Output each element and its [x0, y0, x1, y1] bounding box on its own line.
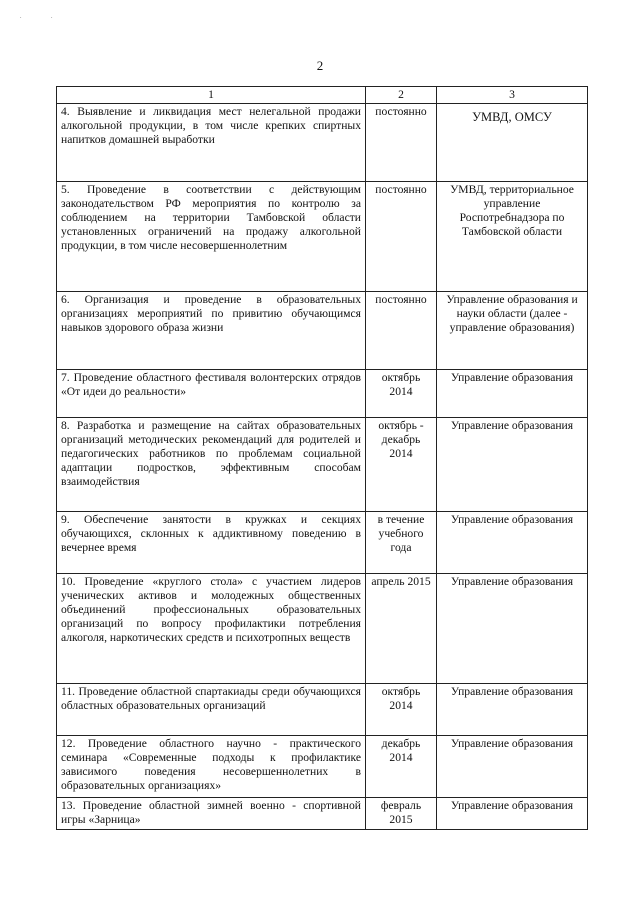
- responsible-cell: УМВД, ОМСУ: [437, 104, 588, 182]
- scan-specks: . .: [20, 14, 67, 20]
- task-cell: 4. Выявление и ликвидация мест нелегальной продажи алкогольной продукции, в том числе крепких спиртных напитков домашней выработки: [57, 104, 366, 182]
- page-number: 2: [316, 58, 324, 73]
- table-row: [57, 418, 588, 512]
- task-cell: 9. Обеспечение занятости в кружках и секциях обучающихся, склонных к аддиктивному поведению в вечернее время: [57, 512, 366, 574]
- column-header-3: 3: [437, 87, 588, 104]
- table-row: [57, 574, 588, 684]
- table-row: [57, 512, 588, 574]
- task-cell: 5. Проведение в соответствии с действующим законодательством РФ мероприятия по контролю за соблюдением на территории Тамбовской области установленных ограничений на продажу алкогольной продукции, в том числе несовершеннолетним: [57, 182, 366, 292]
- table-row: [57, 292, 588, 370]
- table-row: [57, 104, 588, 182]
- responsible-cell: Управление образования: [437, 512, 588, 574]
- table-row: [57, 798, 588, 830]
- deadline-cell: октябрь 2014: [366, 684, 437, 736]
- deadline-cell: апрель 2015: [366, 574, 437, 684]
- deadline-cell: постоянно: [366, 104, 437, 182]
- deadline-cell: декабрь 2014: [366, 736, 437, 798]
- responsible-cell: УМВД, территориальное управление Роспотребнадзора по Тамбовской области: [437, 182, 588, 292]
- column-header-1: 1: [57, 87, 366, 104]
- responsible-cell: Управление образования: [437, 736, 588, 798]
- deadline-cell: октябрь 2014: [366, 370, 437, 418]
- deadline-cell: в течение учебного года: [366, 512, 437, 574]
- task-cell: 8. Разработка и размещение на сайтах образовательных организаций методических рекомендаций для родителей и педагогических работников по проблемам социальной адаптации подростков, эффективным способам взаимодействия: [57, 418, 366, 512]
- table-header-row: [57, 87, 588, 104]
- deadline-cell: постоянно: [366, 292, 437, 370]
- measures-table: [56, 86, 588, 830]
- deadline-cell: октябрь - декабрь 2014: [366, 418, 437, 512]
- task-cell: 10. Проведение «круглого стола» с участием лидеров ученических активов и молодежных общественных объединений профессиональных образовательных организаций по вопросу профилактики потребления алкоголя, наркотических средств и психотропных веществ: [57, 574, 366, 684]
- responsible-cell: Управление образования: [437, 370, 588, 418]
- responsible-cell: Управление образования: [437, 418, 588, 512]
- column-header-2: 2: [366, 87, 437, 104]
- task-cell: 7. Проведение областного фестиваля волонтерских отрядов «От идеи до реальности»: [57, 370, 366, 418]
- task-cell: 13. Проведение областной зимней военно - спортивной игры «Зарница»: [57, 798, 366, 830]
- task-cell: 12. Проведение областного научно - практического семинара «Современные подходы к профилактике зависимого поведения несовершеннолетних в образовательных организациях»: [57, 736, 366, 798]
- deadline-cell: февраль 2015: [366, 798, 437, 830]
- responsible-cell: Управление образования: [437, 798, 588, 830]
- responsible-cell: Управление образования: [437, 574, 588, 684]
- table-row: [57, 182, 588, 292]
- task-cell: 11. Проведение областной спартакиады среди обучающихся областных образовательных организаций: [57, 684, 366, 736]
- table-row: [57, 736, 588, 798]
- task-cell: 6. Организация и проведение в образовательных организациях мероприятий по привитию обучающимся навыков здорового образа жизни: [57, 292, 366, 370]
- responsible-cell: Управление образования и науки области (далее - управление образования): [437, 292, 588, 370]
- responsible-cell: Управление образования: [437, 684, 588, 736]
- table-row: [57, 684, 588, 736]
- deadline-cell: постоянно: [366, 182, 437, 292]
- table-row: [57, 370, 588, 418]
